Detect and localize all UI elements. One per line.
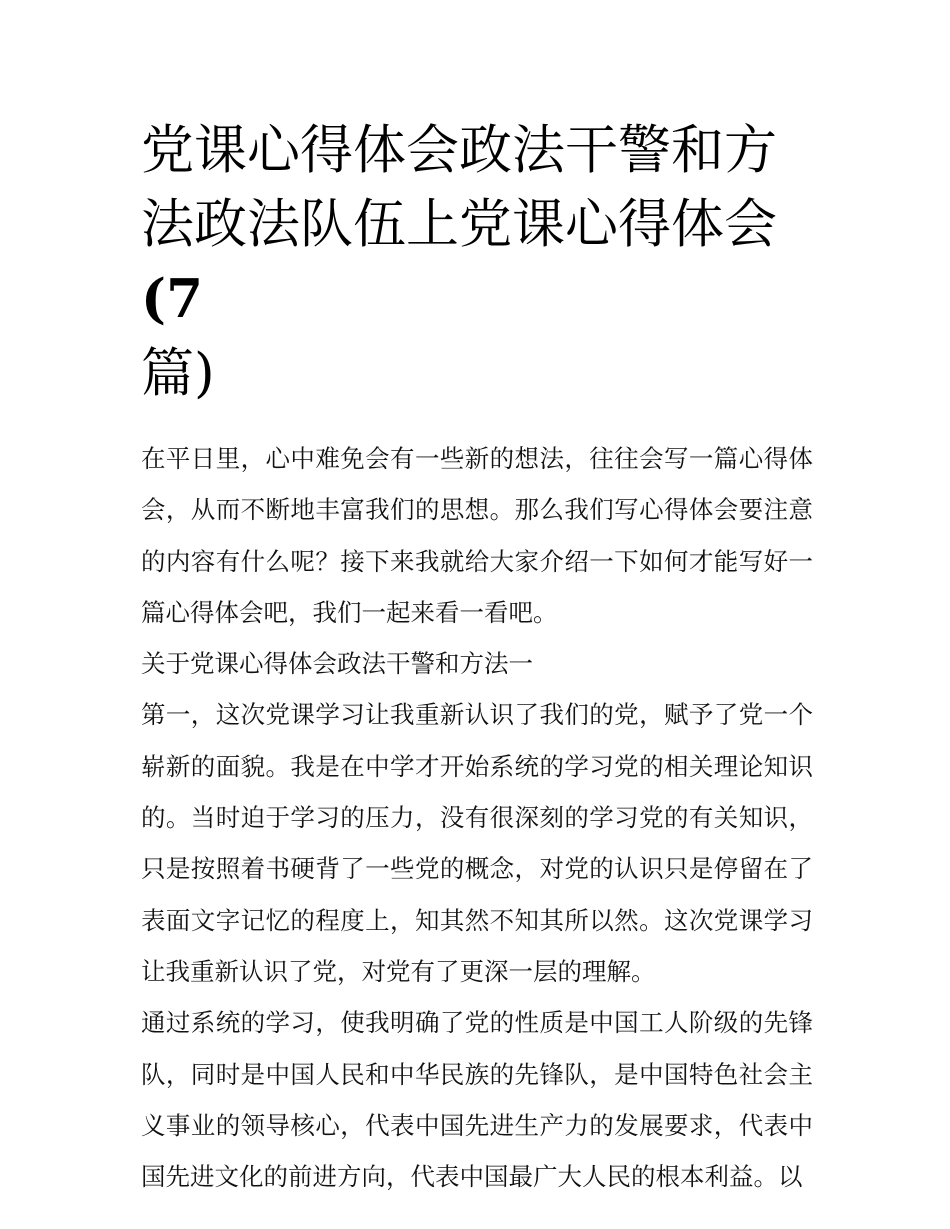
section-heading: 关于党课心得体会政法干警和方法一 bbox=[141, 649, 533, 679]
title-count-open: (7 bbox=[141, 268, 203, 330]
intro-paragraph: 在平日里，心中难免会有一些新的想法，往往会写一篇心得体会，从而不断地丰富我们的思想。那么我们写心得体会要注意的内容有什么呢？接下来我就给大家介绍一下如何才能写好一篇心得体会吧，我们一起来看一看吧。 bbox=[141, 444, 813, 627]
title-text: 党课心得体会政法干警和方法政法队伍上党课心得体会 bbox=[141, 120, 777, 255]
document-title bbox=[141, 114, 813, 411]
title-count-close: 篇) bbox=[141, 343, 215, 404]
document-content bbox=[141, 114, 813, 1202]
body-paragraph-1: 第一，这次党课学习让我重新认识了我们的党，赋予了党一个崭新的面貌。我是在中学才开始系统的学习党的相关理论知识的。当时迫于学习的压力，没有很深刻的学习党的有关知识，只是按照着书硬背了一些党的概念，对党的认识只是停留在了表面文字记忆的程度上，知其然不知其所以然。这次党课学习让我重新认识了党，对党有了更深一层的理解。 bbox=[141, 700, 813, 986]
document-body bbox=[141, 433, 813, 1202]
body-paragraph-2: 通过系统的学习，使我明确了党的性质是中国工人阶级的先锋队，同时是中国人民和中华民族的先锋队，是中国特色社会主义事业的领导核心，代表中国先进生产力的发展要求，代表中国先进文化的前进方向，代表中国最广大人民的根本利益。以 bbox=[141, 1008, 813, 1192]
